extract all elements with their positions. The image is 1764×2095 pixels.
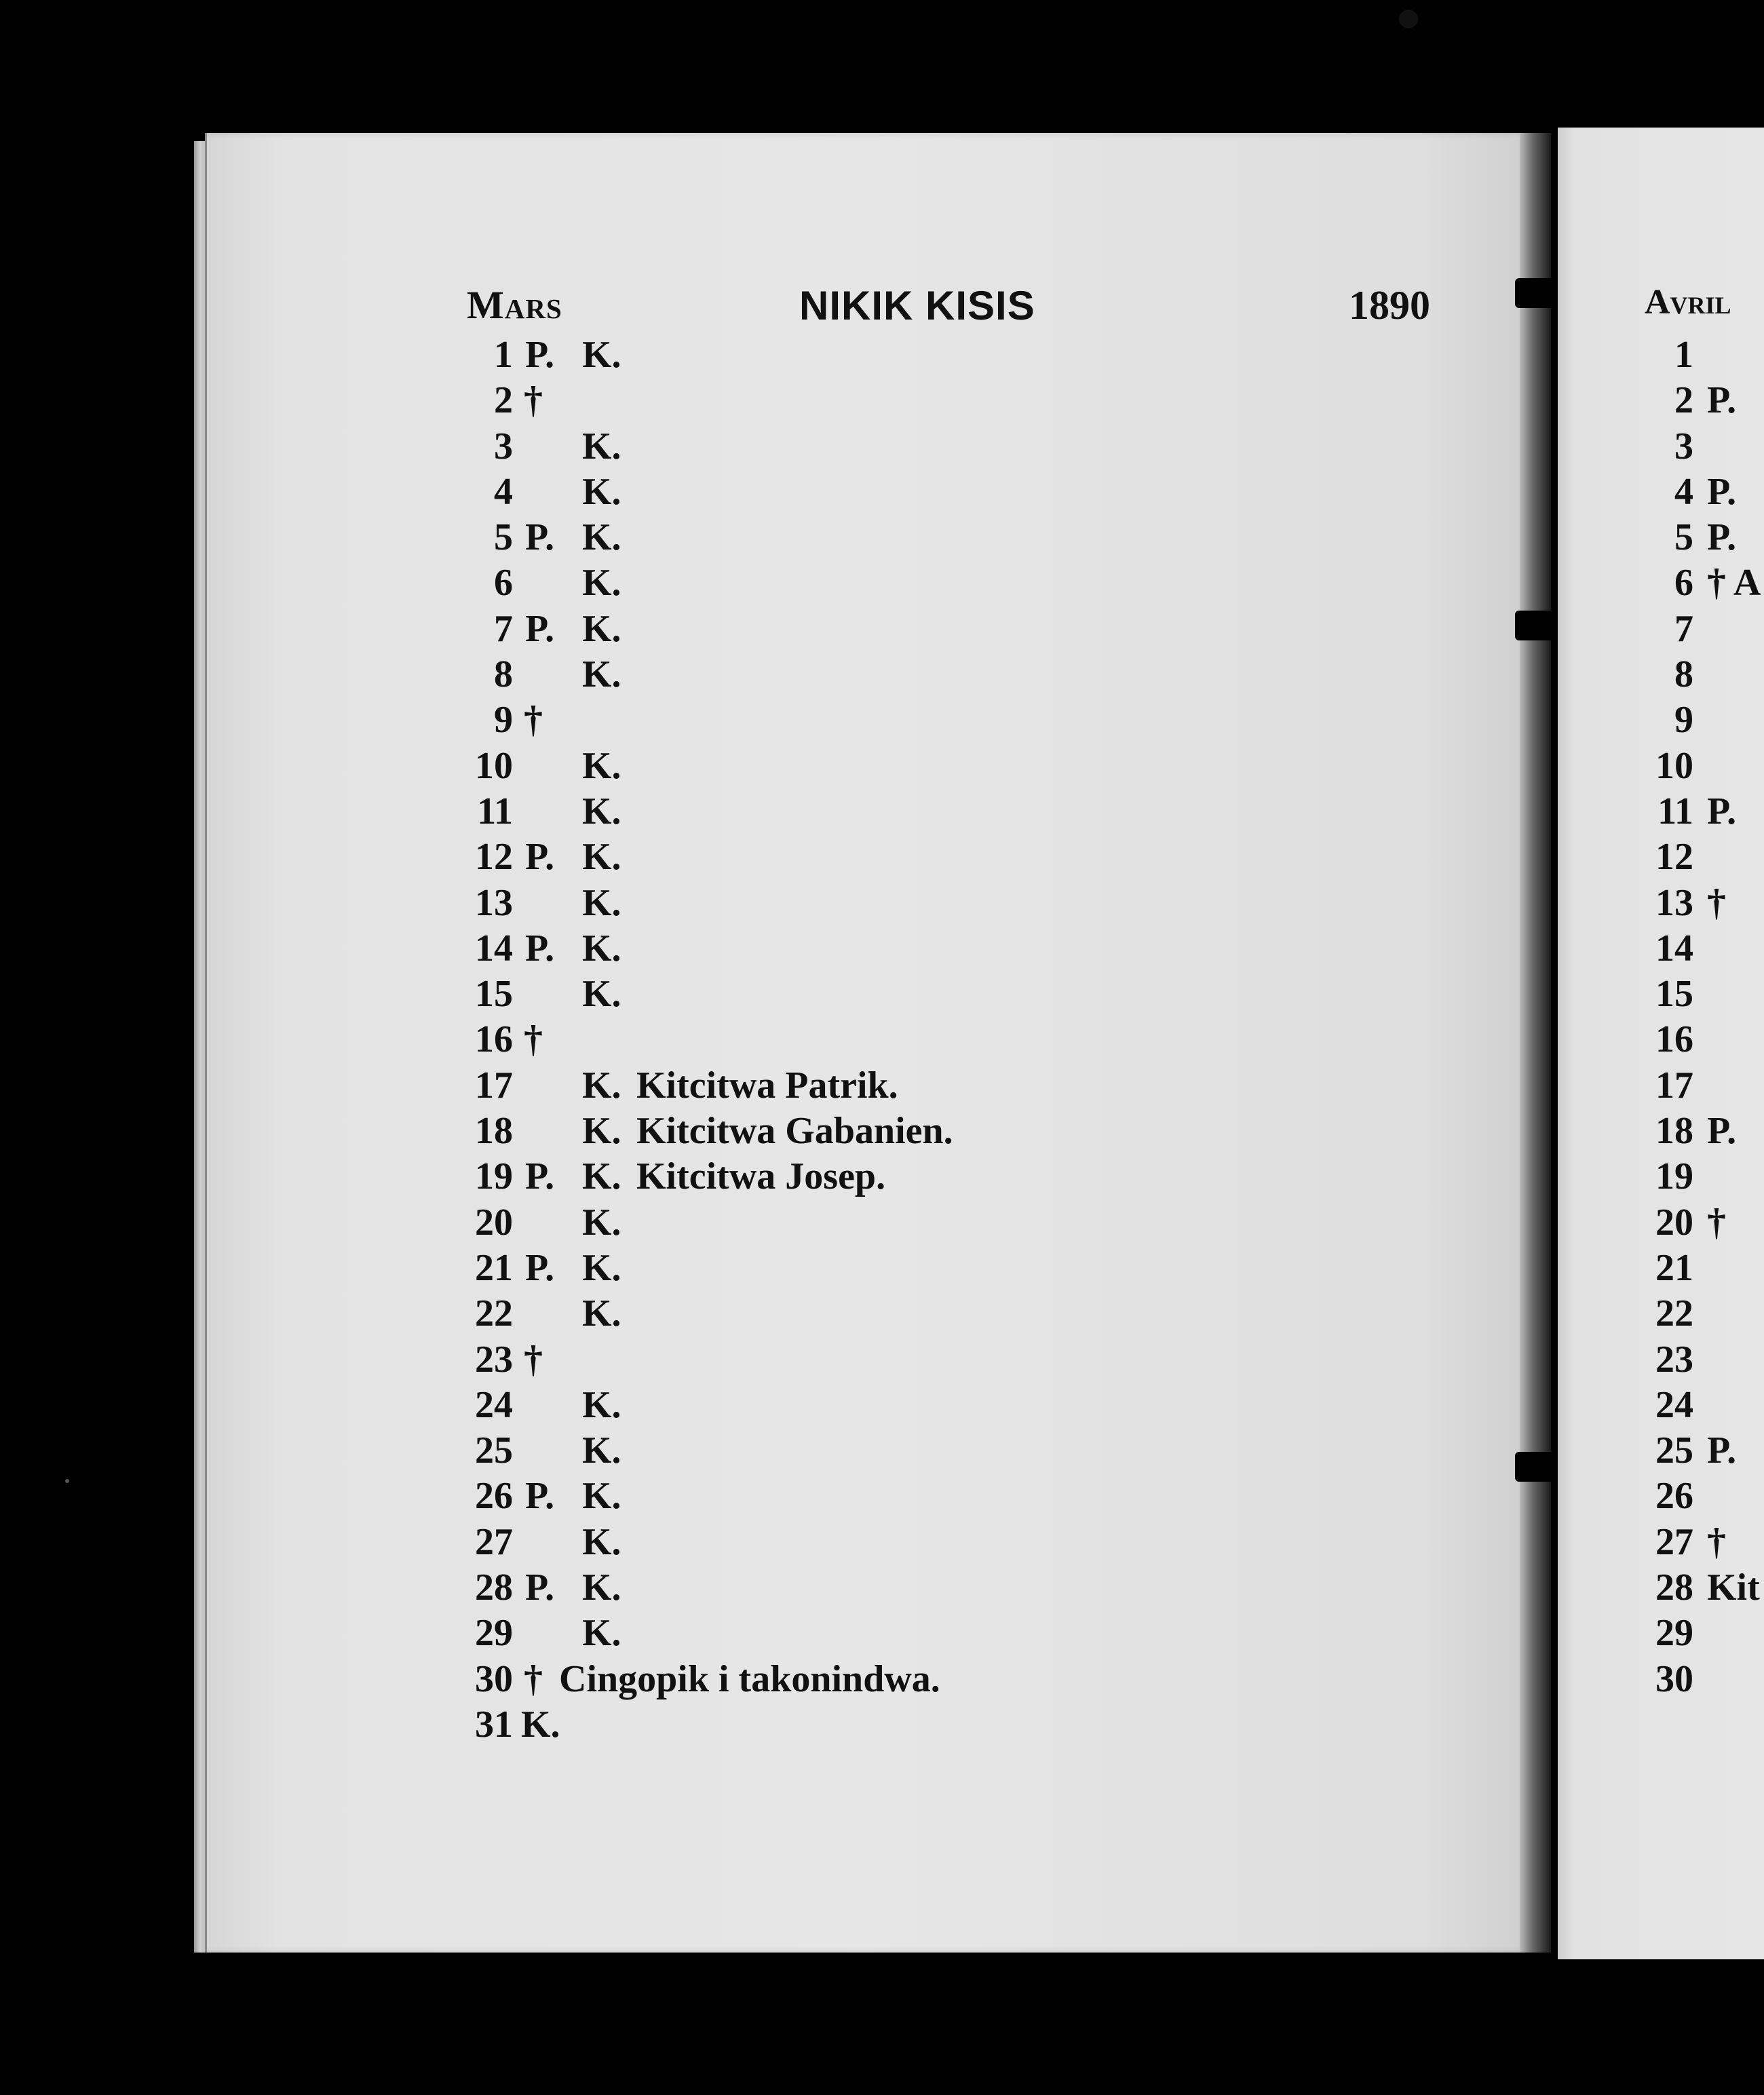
day-number: 15 <box>475 973 513 1016</box>
k-mark: K. <box>582 1155 621 1198</box>
page-header <box>467 282 1430 330</box>
dust-speck <box>1399 9 1418 28</box>
k-mark: K. <box>582 1612 621 1655</box>
k-mark: K. <box>582 334 621 376</box>
day-row <box>445 1200 1327 1246</box>
day-row <box>1646 1063 1764 1109</box>
day-row <box>445 378 1327 423</box>
day-row <box>1646 1200 1764 1246</box>
day-row <box>445 607 1327 652</box>
day-number: 27 <box>1655 1520 1693 1563</box>
day-number: 31 <box>475 1703 513 1746</box>
k-mark: K. <box>582 1110 621 1153</box>
day-row <box>445 1109 1327 1154</box>
day-number: 1 <box>494 334 513 376</box>
day-row <box>1646 972 1764 1017</box>
day-row <box>445 1611 1327 1656</box>
day-row <box>1646 1611 1764 1656</box>
day-number: 17 <box>475 1064 513 1107</box>
day-number: 24 <box>475 1383 513 1426</box>
day-number: 24 <box>1655 1383 1693 1426</box>
dust-speck <box>65 1479 69 1483</box>
day-row <box>1646 789 1764 834</box>
day-number: 21 <box>1655 1246 1693 1289</box>
day-row <box>1646 1428 1764 1474</box>
day-row <box>445 697 1327 743</box>
day-number: 30 <box>475 1657 513 1700</box>
day-number: 20 <box>1655 1201 1693 1244</box>
day-number: 29 <box>1655 1612 1693 1655</box>
binding-stitch <box>1515 278 1556 308</box>
day-mark: † A <box>1707 562 1761 604</box>
dagger-mark: † <box>524 699 543 742</box>
day-number: 4 <box>494 470 513 513</box>
day-row <box>445 972 1327 1017</box>
p-mark: P. <box>525 836 555 879</box>
dagger-mark: † <box>524 1338 543 1381</box>
day-number: 21 <box>475 1246 513 1289</box>
day-number: 3 <box>1674 425 1693 467</box>
day-number: 30 <box>1655 1657 1693 1700</box>
day-row <box>445 424 1327 469</box>
day-row <box>445 789 1327 834</box>
k-mark: K. <box>582 1383 621 1426</box>
day-row <box>445 881 1327 926</box>
day-number: 23 <box>1655 1338 1693 1381</box>
day-row <box>1646 744 1764 789</box>
day-row <box>1646 1520 1764 1565</box>
day-number: 28 <box>475 1567 513 1609</box>
day-row <box>1646 652 1764 697</box>
day-number: 23 <box>475 1338 513 1381</box>
p-mark: P. <box>525 1155 555 1198</box>
day-row <box>1646 424 1764 469</box>
day-number: 7 <box>494 607 513 650</box>
day-number: 6 <box>1674 562 1693 604</box>
day-number: 18 <box>1655 1110 1693 1153</box>
day-row <box>445 1063 1327 1109</box>
day-number: 18 <box>475 1110 513 1153</box>
day-number: 1 <box>1674 334 1693 376</box>
k-mark: K. <box>582 607 621 650</box>
day-number: 5 <box>1674 516 1693 559</box>
p-mark: P. <box>525 516 555 559</box>
day-row <box>1646 378 1764 423</box>
day-row <box>1646 332 1764 378</box>
day-mark: † <box>1707 1201 1726 1244</box>
p-mark: P. <box>525 1475 555 1518</box>
day-number: 28 <box>1655 1567 1693 1609</box>
day-number: 2 <box>494 379 513 422</box>
day-number: 29 <box>475 1612 513 1655</box>
k-mark: K. <box>582 1064 621 1107</box>
k-mark: K. <box>582 562 621 604</box>
feast-note: Kitcitwa Patrik. <box>636 1064 898 1107</box>
dagger-mark: † <box>524 379 543 422</box>
day-row <box>445 834 1327 880</box>
k-mark: K. <box>582 927 621 969</box>
k-mark: K. <box>582 790 621 832</box>
feast-note: Kitcitwa Gabanien. <box>636 1110 953 1153</box>
day-row <box>445 469 1327 515</box>
feast-note: Kitcitwa Josep. <box>636 1155 886 1198</box>
day-number: 13 <box>1655 881 1693 924</box>
day-row <box>1646 1657 1764 1702</box>
day-row <box>1646 1017 1764 1062</box>
day-row <box>445 926 1327 972</box>
month-heading: Mars <box>467 283 562 327</box>
day-mark: † <box>1707 1520 1726 1563</box>
k-mark: K. <box>521 1703 560 1746</box>
day-row <box>1646 1109 1764 1154</box>
day-row <box>445 1017 1327 1062</box>
k-mark: K. <box>582 973 621 1016</box>
k-mark: K. <box>582 1475 621 1518</box>
day-row <box>445 332 1327 378</box>
p-mark: P. <box>525 1246 555 1289</box>
day-number: 25 <box>1655 1429 1693 1472</box>
day-number: 11 <box>477 790 513 832</box>
day-mark: † <box>1707 881 1726 924</box>
day-row <box>1646 881 1764 926</box>
year-heading: 1890 <box>1349 283 1430 328</box>
day-row <box>1646 697 1764 743</box>
day-row <box>445 1291 1327 1337</box>
day-number: 25 <box>475 1429 513 1472</box>
day-number: 4 <box>1674 470 1693 513</box>
day-mark: P. <box>1707 1110 1737 1153</box>
day-mark: P. <box>1707 379 1737 422</box>
day-row <box>1646 1565 1764 1611</box>
day-number: 9 <box>494 699 513 742</box>
day-number: 12 <box>475 836 513 879</box>
day-mark: P. <box>1707 790 1737 832</box>
day-number: 15 <box>1655 973 1693 1016</box>
day-number: 14 <box>1655 927 1693 969</box>
day-row <box>1646 607 1764 652</box>
day-mark: P. <box>1707 516 1737 559</box>
day-number: 9 <box>1674 699 1693 742</box>
day-number: 19 <box>1655 1155 1693 1198</box>
day-row <box>445 1337 1327 1383</box>
day-row <box>1646 1337 1764 1383</box>
day-number: 13 <box>475 881 513 924</box>
day-row <box>445 1702 1327 1748</box>
day-row <box>1646 1474 1764 1519</box>
day-row <box>1646 1291 1764 1337</box>
day-row <box>445 560 1327 606</box>
p-mark: P. <box>525 607 555 650</box>
day-row <box>445 744 1327 789</box>
day-number: 17 <box>1655 1064 1693 1107</box>
day-number: 8 <box>494 653 513 696</box>
day-row <box>445 1565 1327 1611</box>
day-row <box>445 1657 1327 1702</box>
k-mark: K. <box>582 1246 621 1289</box>
day-row <box>1646 834 1764 880</box>
day-number: 6 <box>494 562 513 604</box>
day-row <box>1646 1246 1764 1291</box>
dagger-mark: † <box>524 1018 543 1061</box>
k-mark: K. <box>582 744 621 787</box>
day-number: 14 <box>475 927 513 969</box>
day-mark: Kit <box>1707 1567 1760 1609</box>
p-mark: P. <box>525 1567 555 1609</box>
day-row <box>1646 469 1764 515</box>
day-number: 16 <box>1655 1018 1693 1061</box>
day-row <box>445 1428 1327 1474</box>
day-row <box>445 1246 1327 1291</box>
k-mark: K. <box>582 1429 621 1472</box>
day-row <box>1646 926 1764 972</box>
book-gutter <box>1520 133 1551 1953</box>
day-number: 12 <box>1655 836 1693 879</box>
page-title: NIKIK KISIS <box>799 283 1035 328</box>
p-mark: P. <box>525 927 555 969</box>
day-row <box>445 1154 1327 1199</box>
feast-note: Cingopik i takonindwa. <box>559 1657 940 1700</box>
k-mark: K. <box>582 425 621 467</box>
day-number: 19 <box>475 1155 513 1198</box>
day-number: 27 <box>475 1520 513 1563</box>
day-row <box>1646 515 1764 560</box>
day-row <box>445 652 1327 697</box>
k-mark: K. <box>582 470 621 513</box>
day-number: 10 <box>1655 744 1693 787</box>
p-mark: P. <box>525 334 555 376</box>
k-mark: K. <box>582 1201 621 1244</box>
day-number: 8 <box>1674 653 1693 696</box>
k-mark: K. <box>582 1520 621 1563</box>
day-row <box>445 1474 1327 1519</box>
day-number: 7 <box>1674 607 1693 650</box>
day-number: 22 <box>475 1292 513 1335</box>
day-mark: P. <box>1707 1429 1737 1472</box>
march-day-list <box>445 332 1327 1748</box>
day-row <box>1646 1154 1764 1199</box>
binding-stitch <box>1515 611 1556 640</box>
day-number: 3 <box>494 425 513 467</box>
k-mark: K. <box>582 836 621 879</box>
day-number: 22 <box>1655 1292 1693 1335</box>
k-mark: K. <box>582 653 621 696</box>
day-row <box>1646 560 1764 606</box>
day-row <box>445 515 1327 560</box>
k-mark: K. <box>582 881 621 924</box>
day-number: 2 <box>1674 379 1693 422</box>
day-number: 10 <box>475 744 513 787</box>
day-row <box>1646 1383 1764 1428</box>
right-month-heading: Avril <box>1645 283 1731 322</box>
day-row <box>445 1520 1327 1565</box>
day-number: 5 <box>494 516 513 559</box>
day-number: 26 <box>475 1475 513 1518</box>
day-row <box>445 1383 1327 1428</box>
april-day-list <box>1646 332 1764 1702</box>
day-number: 26 <box>1655 1475 1693 1518</box>
day-number: 11 <box>1657 790 1693 832</box>
dagger-mark: † <box>524 1657 543 1700</box>
binding-stitch <box>1515 1452 1556 1482</box>
day-number: 16 <box>475 1018 513 1061</box>
day-mark: P. <box>1707 470 1737 513</box>
k-mark: K. <box>582 1567 621 1609</box>
day-number: 20 <box>475 1201 513 1244</box>
k-mark: K. <box>582 516 621 559</box>
k-mark: K. <box>582 1292 621 1335</box>
